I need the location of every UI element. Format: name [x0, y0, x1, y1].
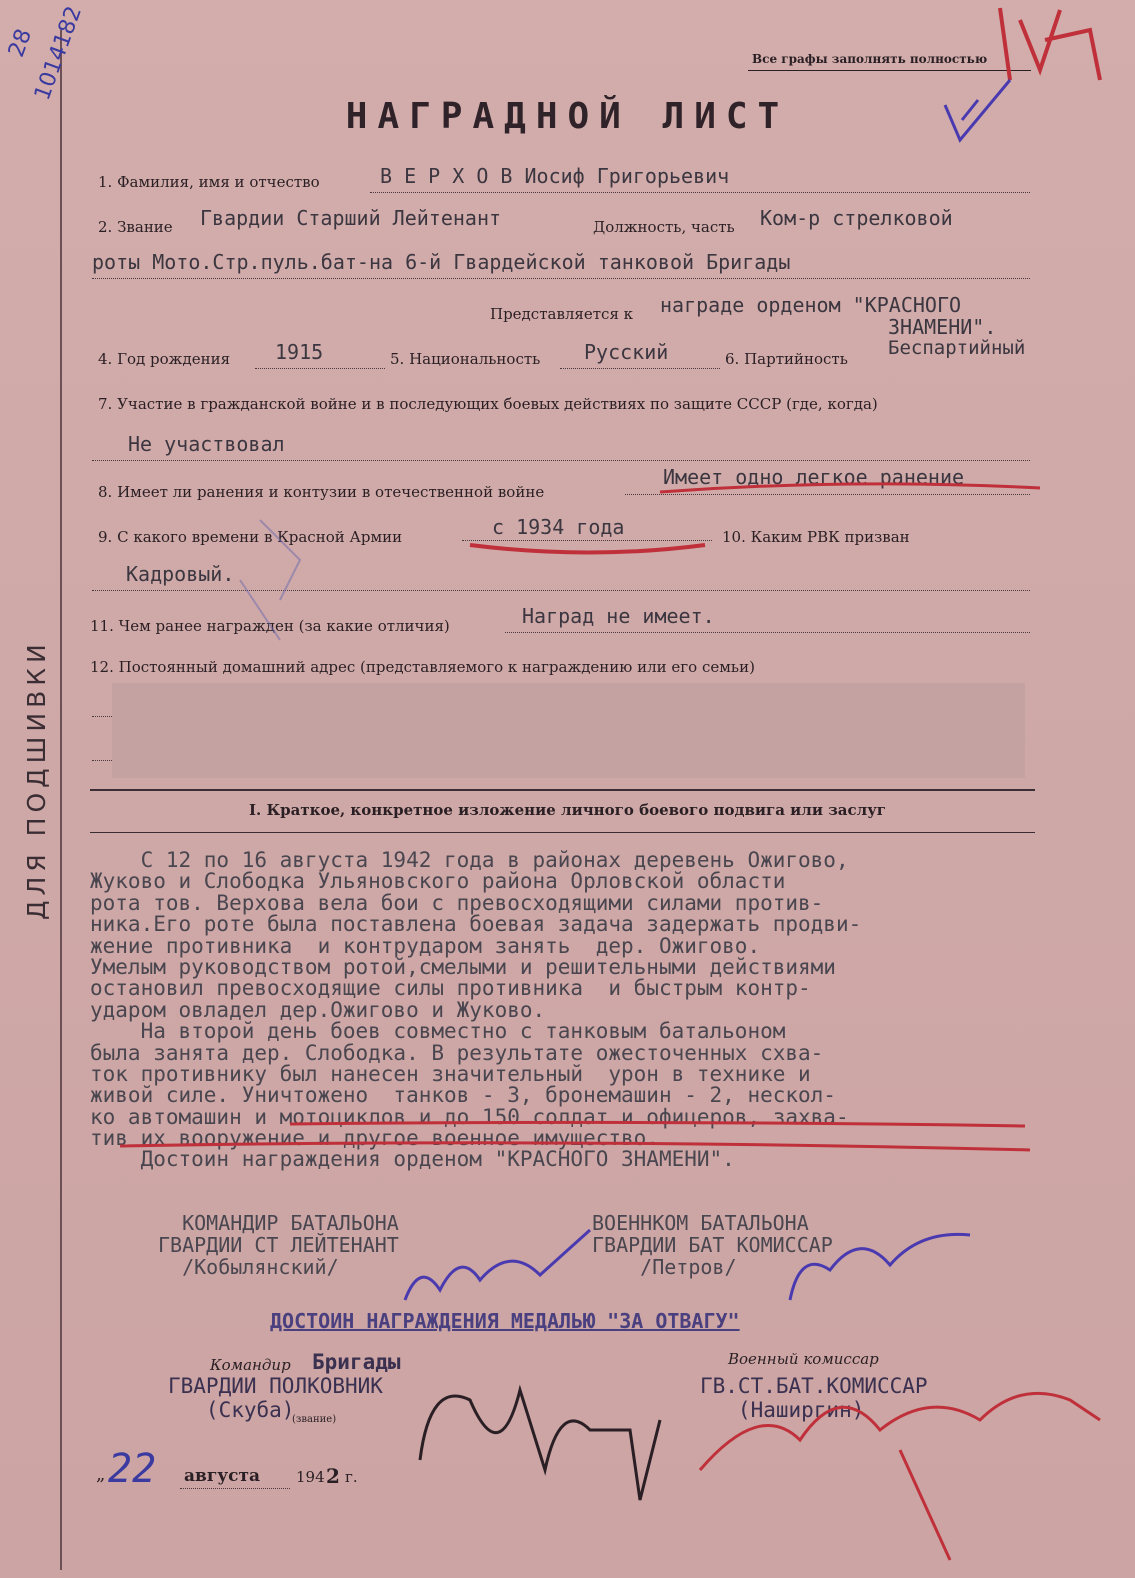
field-9-value: с 1934 года — [492, 515, 625, 539]
field-2c-value: роты Мото.Стр.пуль.бат-на 6-й Гвардейской танковой Бригады — [92, 250, 791, 274]
date-year-prefix: 194 — [296, 1468, 325, 1486]
narrative-line: живой силе. Уничтожено танков - 3, бронемашин - 2, нескол- — [90, 1083, 836, 1108]
commissar-signature — [700, 1393, 1100, 1560]
narrative-line: На второй день боев совместно с танковым батальоном — [90, 1019, 786, 1044]
narrative-line: ударом овладел дер.Ожигово и Жуково. — [90, 997, 546, 1022]
field-11-label: 11. Чем ранее награжден (за какие отличия) — [90, 617, 450, 635]
field-3-value: награде орденом "КРАСНОГО — [660, 293, 962, 317]
field-8-label: 8. Имеет ли ранения и контузии в отечественной войне — [98, 483, 545, 501]
document-title: НАГРАДНОЙ ЛИСТ — [345, 96, 790, 137]
field-2-label: 2. Звание — [98, 218, 173, 236]
narrative-line: остановил превосходящие силы противника и быстрым контр- — [90, 976, 811, 1001]
field-7-value: Не участвовал — [128, 432, 285, 456]
rank-caption: (звание) — [292, 1414, 337, 1425]
field-4-label: 4. Год рождения — [98, 350, 231, 368]
archive-number-top: 28 — [4, 25, 38, 61]
narrative-line: ток противнику был нанесен значительный урон в технике и — [90, 1061, 811, 1086]
field-2b-value: Ком-р стрелковой — [760, 206, 953, 230]
kobylyansky-signature — [405, 1230, 590, 1300]
field-1-label: 1. Фамилия, имя и отчество — [98, 173, 320, 191]
side-label: ДЛЯ ПОДШИВКИ — [22, 639, 51, 921]
field-11-value: Наград не имеет. — [522, 604, 715, 628]
field-12-label: 12. Постоянный домашний адрес (представляемого к награждению или его семьи) — [90, 658, 755, 676]
brigade-commander-stamp: ГВАРДИИ ПОЛКОВНИК (Скуба) — [168, 1374, 383, 1422]
archive-number: 1014182 — [30, 2, 88, 104]
red-underline-service — [470, 545, 705, 553]
narrative-line: жение противника и контрударом занять дер. Ожигово. — [90, 933, 761, 958]
red-underline-1 — [290, 1122, 1025, 1126]
commander-unit: Бригады — [312, 1350, 401, 1374]
skuba-signature — [420, 1390, 660, 1500]
field-2-value: Гвардии Старший Лейтенант — [200, 206, 502, 230]
narrative-line: С 12 по 16 августа 1942 года в районах деревень Ожигово, — [90, 848, 849, 872]
faint-pencil-mark — [240, 520, 300, 640]
narrative-line: рота тов. Верхова вела бои с превосходящими силами против- — [90, 890, 824, 915]
battalion-commander-block: КОМАНДИР БАТАЛЬОНА ГВАРДИИ СТ ЛЕЙТЕНАНТ /Кобылянский/ — [158, 1211, 399, 1279]
commander-label: Командир — [210, 1356, 291, 1374]
narrative-line: была занята дер. Слободка. В результате ожесточенных схва- — [90, 1040, 824, 1065]
field-10-value: Кадровый. — [126, 562, 235, 586]
date-year-digit: 2 — [326, 1464, 340, 1488]
narrative-line: Жуково и Слободка Ульяновского района Орловской области — [90, 869, 786, 894]
field-10-label: 10. Каким РВК призван — [722, 528, 910, 546]
date-quote: „ — [96, 1464, 106, 1485]
field-5-value: Русский — [584, 340, 669, 364]
field-9-label: 9. С какого времени в Красной Армии — [98, 528, 403, 546]
fill-instruction: Все графы заполнять полностью — [752, 52, 988, 66]
field-7-label: 7. Участие в гражданской войне и в последующих боевых действиях по защите СССР (где, когда) — [98, 395, 878, 413]
battalion-commissar-block: ВОЕННКОМ БАТАЛЬОНА ГВАРДИИ БАТ КОМИССАР /Петров/ — [592, 1211, 833, 1279]
narrative-line: Достоин награждения орденом "КРАСНОГО ЗНАМЕНИ". — [90, 1147, 735, 1172]
field-1-value: В Е Р Х О В Иосиф Григорьевич — [380, 164, 730, 188]
date-day: 22 — [108, 1446, 157, 1492]
section-title: I. Краткое, конкретное изложение личного боевого подвига или заслуг — [249, 801, 886, 819]
field-8-value: Имеет одно легкое ранение — [663, 465, 965, 489]
blue-check-mark — [945, 80, 1010, 140]
narrative-line: ника.Его роте была поставлена боевая задача задержать продви- — [90, 912, 862, 937]
field-4-value: 1915 — [275, 340, 324, 364]
date-month: августа — [184, 1466, 261, 1486]
red-corner-scribble — [1000, 8, 1100, 80]
commissar-label: Военный комиссар — [728, 1350, 879, 1368]
petrov-signature — [790, 1234, 970, 1300]
narrative-line: ко автомашин и мотоциклов и до 150 солдат и офицеров, захва- — [90, 1104, 849, 1129]
narrative-line: Умелым руководством ротой,смелыми и решительными действиями — [90, 954, 836, 979]
field-6-value: Беспартийный — [888, 337, 1026, 359]
date-suffix: г. — [345, 1468, 358, 1486]
field-3-value-2: ЗНАМЕНИ". — [888, 315, 997, 339]
red-underline-2 — [120, 1143, 1030, 1150]
field-3-label: Представляется к — [490, 305, 634, 323]
narrative-line: тив их вооружение и другое военное имущество. — [90, 1126, 659, 1151]
medal-recommendation: ДОСТОИН НАГРАЖДЕНИЯ МЕДАЛЬЮ "ЗА ОТВАГУ" — [270, 1309, 740, 1333]
red-underline-wound — [660, 484, 1040, 492]
field-2b-label: Должность, часть — [593, 218, 735, 236]
field-5-label: 5. Национальность — [390, 350, 541, 368]
field-6-label: 6. Партийность — [725, 350, 848, 368]
brigade-commissar-stamp: ГВ.СТ.БАТ.КОМИССАР (Наширгин) — [700, 1374, 928, 1422]
